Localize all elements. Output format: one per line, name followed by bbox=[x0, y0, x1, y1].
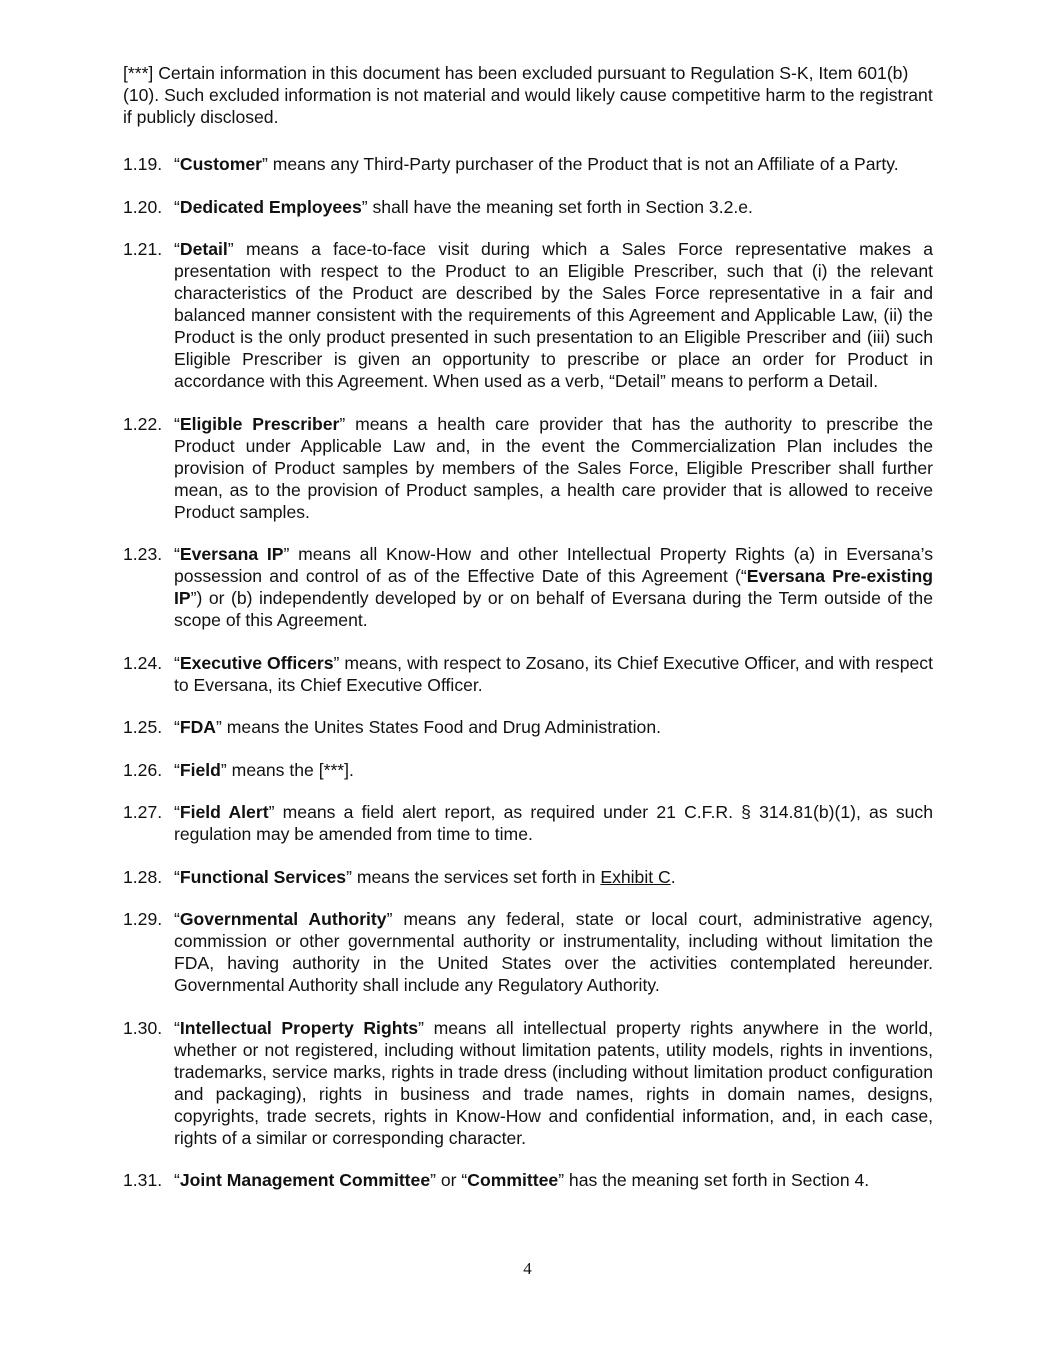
page-number: 4 bbox=[523, 1259, 532, 1278]
defined-term: Dedicated Employees bbox=[179, 196, 362, 217]
defined-term: Field Alert bbox=[179, 802, 269, 822]
section-number: 1.27. bbox=[123, 802, 163, 822]
section-number: 1.29. bbox=[123, 909, 163, 929]
defined-term: Functional Services bbox=[179, 866, 347, 887]
section-number: 1.23. bbox=[123, 544, 163, 564]
definition-1-20 bbox=[123, 196, 933, 218]
definition-text: “Eversana IP” means all Know-How and other Intellectual Property Rights (a) in Eversana’s possession and control of as of the Effective Date of this Agreement (“Eversana Pre-existing IP”) or (b) independently developed by or on behalf of Eversana during the Term outside of the scope of this Agreement. bbox=[174, 544, 933, 630]
section-number: 1.19. bbox=[123, 154, 163, 174]
definition-text: “Field” means the [***]. bbox=[174, 759, 354, 780]
definition-1-28 bbox=[123, 866, 933, 888]
definition-1-22 bbox=[123, 413, 933, 523]
defined-term: Detail bbox=[179, 239, 228, 259]
definition-text: “Detail” means a face-to-face visit during which a Sales Force representative makes a presentation with respect to the Product to an Eligible Prescriber, such that (i) the relevant characteristics of the Product are described by the Sales Force representative in a fair and balanced manner consistent with the requirements of this Agreement and Applicable Law, (ii) the Product is the only product presented in such presentation to an Eligible Prescriber and (iii) such Eligible Prescriber is given an opportunity to prescribe or place an order for Product in accordance with this Agreement. When used as a verb, “Detail” means to perform a Detail. bbox=[174, 239, 933, 391]
definition-text: “Eligible Prescriber” means a health care provider that has the authority to prescribe the Product under Applicable Law and, in the event the Commercialization Plan includes the provision of Product samples by members of the Sales Force, Eligible Prescriber shall further mean, as to the provision of Product samples, a health care provider that is allowed to receive Product samples. bbox=[174, 413, 933, 522]
definition-text: “Intellectual Property Rights” means all intellectual property rights anywhere in the world, whether or not registered, including without limitation patents, utility models, rights in inventions, trademarks, service marks, rights in trade dress (including without limitation product configuration and packaging), rights in business and trade names, rights in domain names, designs, copyrights, trade secrets, rights in Know-How and confidential information, and, in each case, rights of a similar or corresponding character. bbox=[174, 1017, 934, 1148]
definition-text: “Joint Management Committee” or “Committee” has the meaning set forth in Section 4. bbox=[174, 1170, 870, 1190]
section-number: 1.24. bbox=[123, 652, 163, 673]
defined-term: Joint Management Committee bbox=[179, 1170, 431, 1190]
document-page bbox=[123, 62, 933, 1212]
definition-1-19 bbox=[123, 153, 933, 175]
definition-1-26 bbox=[123, 759, 933, 781]
definition-1-25 bbox=[123, 716, 933, 738]
definition-text: “Governmental Authority” means any federal, state or local court, administrative agency, commission or other governmental authority or instrumentality, including without limitation the FDA, having authority in the United States over the activities contemplated hereunder. Governmental Authority shall include any Regulatory Authority. bbox=[174, 909, 933, 995]
definition-1-31 bbox=[123, 1169, 933, 1191]
defined-term: Eversana IP bbox=[179, 544, 284, 564]
defined-term: Customer bbox=[179, 154, 262, 174]
section-number: 1.28. bbox=[123, 866, 163, 887]
definition-1-24 bbox=[123, 652, 933, 696]
definition-1-23 bbox=[123, 543, 933, 631]
defined-term: Intellectual Property Rights bbox=[179, 1017, 419, 1038]
defined-term: Executive Officers bbox=[179, 652, 334, 673]
defined-term: FDA bbox=[179, 717, 217, 737]
redaction-notice: [***] Certain information in this document has been excluded pursuant to Regulation S-K, Item 601(b)(10). Such excluded information is not material and would likely cause competitive harm to the registrant if publicly disclosed. bbox=[123, 63, 933, 127]
definition-1-30 bbox=[123, 1017, 933, 1149]
section-number: 1.20. bbox=[123, 196, 163, 217]
section-number: 1.25. bbox=[123, 717, 163, 737]
definition-text: “Executive Officers” means, with respect to Zosano, its Chief Executive Officer, and with respect to Eversana, its Chief Executive Officer. bbox=[174, 652, 933, 695]
defined-term: Eversana Pre-existing IP bbox=[174, 566, 933, 608]
section-number: 1.21. bbox=[123, 239, 163, 259]
defined-term: Governmental Authority bbox=[179, 909, 387, 929]
definition-text: “Customer” means any Third-Party purchaser of the Product that is not an Affiliate of a Party. bbox=[174, 154, 899, 174]
definition-text: “FDA” means the Unites States Food and Drug Administration. bbox=[174, 717, 661, 737]
section-number: 1.26. bbox=[123, 759, 163, 780]
definition-1-21 bbox=[123, 238, 933, 392]
section-number: 1.30. bbox=[123, 1017, 163, 1038]
section-number: 1.31. bbox=[123, 1170, 163, 1190]
definition-text: “Field Alert” means a field alert report, as required under 21 C.F.R. § 314.81(b)(1), as such regulation may be amended from time to time. bbox=[174, 802, 934, 844]
definition-text: “Functional Services” means the services set forth in Exhibit C. bbox=[174, 866, 676, 887]
definition-1-27 bbox=[123, 801, 933, 845]
exhibit-reference: Exhibit C bbox=[600, 866, 671, 887]
defined-term: Eligible Prescriber bbox=[179, 413, 340, 434]
defined-term: Committee bbox=[467, 1170, 559, 1190]
definition-text: “Dedicated Employees” shall have the meaning set forth in Section 3.2.e. bbox=[174, 196, 753, 217]
defined-term: Field bbox=[179, 759, 221, 780]
definition-1-29 bbox=[123, 908, 933, 996]
section-number: 1.22. bbox=[123, 413, 163, 434]
